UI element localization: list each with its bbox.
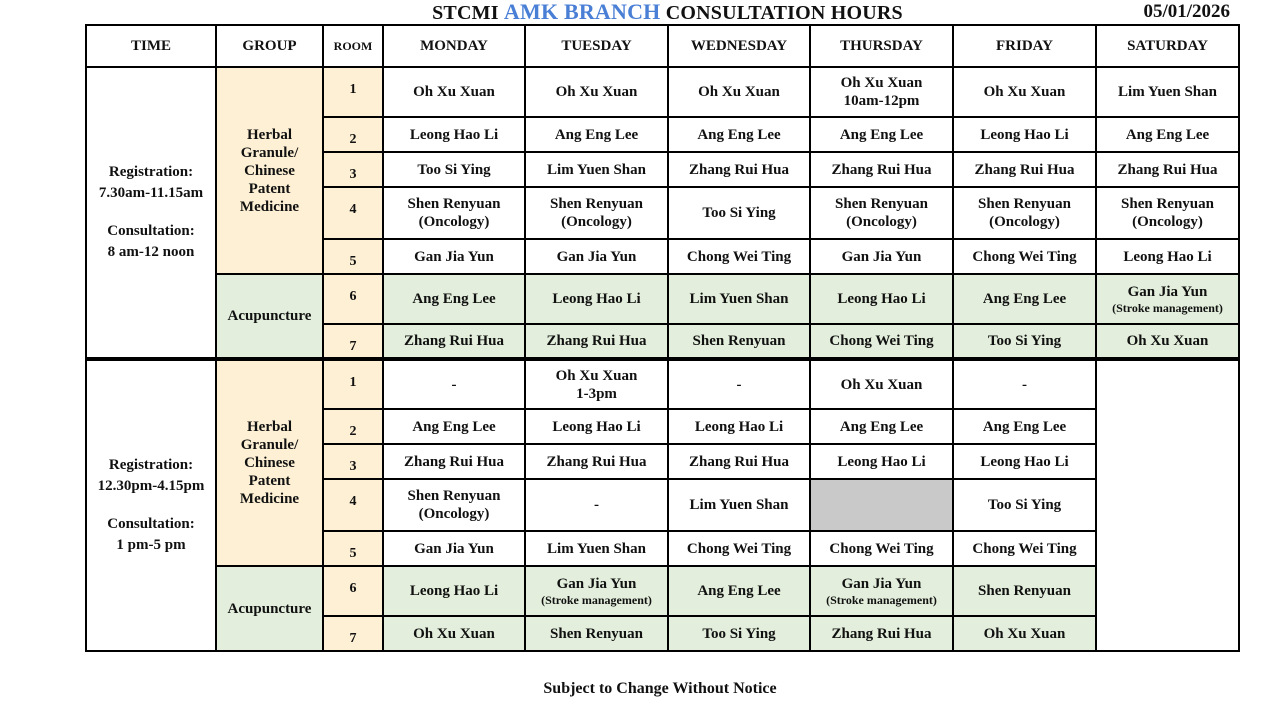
schedule-cell [1096,117,1239,152]
col-header-saturday: SATURDAY [1096,25,1239,67]
session-time-cell [86,359,216,651]
col-header-room: ROOM [323,25,383,67]
doctor-name: Gan Jia Yun [414,540,494,557]
schedule-cell [525,566,668,616]
doctor-name: Leong Hao Li [552,291,641,307]
schedule-cell [525,67,668,117]
doctor-name: - [594,497,599,513]
doctor-name: Oh Xu Xuan [840,376,923,393]
doctor-name: Gan Jia Yun [556,248,637,265]
doctor-name: Ang Eng Lee [554,126,639,143]
cell-note: (Stroke management) [1112,301,1223,315]
schedule-cell [1096,324,1239,359]
room-number: 6 [323,274,383,324]
doctor-name: Shen Renyuan [835,196,928,212]
schedule-cell [525,117,668,152]
title-suffix: CONSULTATION HOURS [665,2,903,24]
schedule-cell [953,324,1096,359]
schedule-cell [383,239,525,274]
schedule-cell [525,444,668,479]
doctor-name: Leong Hao Li [552,418,641,435]
room-number: 4 [323,479,383,531]
schedule-cell [668,479,810,531]
group-acupuncture-label: Acupuncture [227,308,312,324]
group-herbal-line: Chinese [244,162,295,179]
doctor-name: Leong Hao Li [409,583,499,599]
registration-time: 12.30pm-4.15pm [97,478,205,494]
schedule-cell [668,152,810,187]
schedule-cell [810,239,953,274]
schedule-cell [383,67,525,117]
header-row [86,25,1239,67]
doctor-name: Oh Xu Xuan [555,84,638,100]
schedule-cell [810,444,953,479]
doctor-name: Chong Wei Ting [972,248,1077,265]
doctor-name: Too Si Ying [417,161,491,178]
schedule-cell [668,359,810,409]
registration-time: 7.30am-11.15am [98,185,204,201]
doctor-name: Chong Wei Ting [829,540,934,557]
doctor-name: Ang Eng Lee [839,418,924,435]
group-herbal-line: Herbal [247,126,292,143]
group-herbal-line: Patent [248,473,291,489]
cell-note: (Stroke management) [826,593,937,607]
schedule-cell [953,409,1096,444]
schedule-cell [668,566,810,616]
schedule-cell [525,479,668,531]
title-accent: AMK BRANCH [503,0,661,24]
doctor-name: Gan Jia Yun [1127,284,1208,300]
cell-subtext: (Oncology) [846,214,917,230]
schedule-cell [383,409,525,444]
room-number: 1 [323,359,383,409]
table-row [86,359,1239,409]
schedule-cell [1096,187,1239,239]
schedule-cell [810,616,953,651]
schedule-date: 05/01/2026 [1143,1,1230,22]
consultation-time: 1 pm-5 pm [116,537,186,553]
doctor-name: Shen Renyuan [978,583,1071,599]
page-title [300,0,1035,25]
schedule-cell [810,274,953,324]
doctor-name: Ang Eng Lee [412,418,496,435]
group-acupuncture [216,566,323,651]
col-header-time: TIME [86,25,216,67]
group-herbal-line: Herbal [247,419,292,435]
doctor-name: Zhang Rui Hua [546,453,647,470]
schedule-cell [668,616,810,651]
schedule-cell [953,566,1096,616]
table-row [86,274,1239,324]
doctor-name: Zhang Rui Hua [974,161,1075,178]
schedule-cell [383,531,525,566]
cell-subtext: (Oncology) [561,214,632,230]
schedule-cell [810,566,953,616]
schedule-cell [525,409,668,444]
doctor-name: Zhang Rui Hua [688,161,790,178]
schedule-cell [1096,152,1239,187]
doctor-name: Oh Xu Xuan [1126,333,1209,349]
doctor-name: Oh Xu Xuan [983,625,1066,642]
room-number: 1 [323,67,383,117]
spacer [89,204,213,221]
table-row [86,67,1239,117]
room-number: 5 [323,239,383,274]
doctor-name: Lim Yuen Shan [547,161,646,178]
cell-subtext: (Oncology) [1132,214,1203,230]
schedule-cell [668,324,810,359]
doctor-name: Ang Eng Lee [697,126,781,143]
doctor-name: Ang Eng Lee [697,583,781,599]
schedule-cell [383,444,525,479]
consultation-time: 8 am-12 noon [107,244,195,260]
doctor-name: Shen Renyuan [692,333,786,349]
schedule-cell [383,566,525,616]
doctor-name: Chong Wei Ting [686,248,792,265]
room-number: 5 [323,531,383,566]
consultation-label: Consultation: [107,516,195,532]
doctor-name: Oh Xu Xuan [555,367,638,384]
doctor-name: Zhang Rui Hua [403,453,505,470]
group-herbal-line: Medicine [239,491,300,507]
registration-label: Registration: [108,164,194,180]
schedule-cell [383,152,525,187]
doctor-name: Zhang Rui Hua [1117,161,1218,178]
doctor-name: Leong Hao Li [837,453,926,470]
schedule-cell [810,67,953,117]
doctor-name: Leong Hao Li [837,291,926,307]
col-header-friday: FRIDAY [953,25,1096,67]
schedule-cell [668,239,810,274]
doctor-name: Zhang Rui Hua [546,333,647,349]
room-number: 7 [323,324,383,359]
schedule-cell [1096,67,1239,117]
doctor-name: Ang Eng Lee [412,291,496,307]
schedule-cell [810,359,953,409]
schedule-cell [953,152,1096,187]
schedule-cell [668,67,810,117]
schedule-cell [953,187,1096,239]
schedule-cell [383,616,525,651]
cell-subtext: (Oncology) [418,506,490,522]
cell-note: (Stroke management) [541,593,652,607]
cell-subtext: (Oncology) [989,214,1060,230]
doctor-name: Shen Renyuan [407,196,501,212]
doctor-name: Ang Eng Lee [982,291,1067,307]
room-number: 2 [323,117,383,152]
saturday-afternoon-empty [1096,359,1239,651]
schedule-cell [525,324,668,359]
schedule-cell [1096,239,1239,274]
group-herbal-line: Chinese [244,455,295,471]
doctor-name: Gan Jia Yun [414,248,494,265]
schedule-cell [1096,274,1239,324]
doctor-name: Ang Eng Lee [839,126,924,143]
schedule-cell [525,616,668,651]
schedule-cell [953,531,1096,566]
schedule-cell [810,409,953,444]
session-time-cell [86,67,216,359]
cell-subtext: 10am-12pm [843,93,920,109]
registration-label: Registration: [108,457,194,473]
doctor-name: Chong Wei Ting [972,540,1077,557]
doctor-name: Zhang Rui Hua [831,161,932,178]
col-header-wednesday: WEDNESDAY [668,25,810,67]
schedule-cell [525,274,668,324]
doctor-name: Too Si Ying [702,625,776,642]
cell-subtext: 1-3pm [576,385,617,402]
doctor-name: Zhang Rui Hua [688,453,790,470]
schedule-cell [525,531,668,566]
schedule-cell [953,479,1096,531]
doctor-name: Leong Hao Li [409,126,499,143]
table-row [86,566,1239,616]
room-number: 4 [323,187,383,239]
schedule-cell [953,616,1096,651]
room-number: 7 [323,616,383,651]
schedule-cell [525,359,668,409]
doctor-name: Oh Xu Xuan [413,625,495,642]
doctor-name: Ang Eng Lee [982,418,1067,435]
schedule-cell [383,187,525,239]
schedule-cell [668,531,810,566]
doctor-name: - [736,376,742,393]
schedule-cell [953,444,1096,479]
room-number: 2 [323,409,383,444]
col-header-tuesday: TUESDAY [525,25,668,67]
doctor-name: Chong Wei Ting [829,333,934,349]
schedule-cell [383,479,525,531]
doctor-name: Oh Xu Xuan [413,84,495,100]
doctor-name: Chong Wei Ting [686,540,792,557]
doctor-name: Too Si Ying [987,333,1062,349]
doctor-name: Too Si Ying [702,205,776,221]
schedule-cell [810,479,953,531]
doctor-name: Oh Xu Xuan [698,84,780,100]
room-number: 6 [323,566,383,616]
schedule-cell [668,409,810,444]
schedule-cell [953,117,1096,152]
doctor-name: Leong Hao Li [1123,248,1212,265]
schedule-cell [810,117,953,152]
consultation-label: Consultation: [107,223,195,239]
col-header-group: GROUP [216,25,323,67]
doctor-name: Shen Renyuan [1121,196,1214,212]
schedule-cell [668,274,810,324]
doctor-name: Zhang Rui Hua [831,625,932,642]
doctor-name: - [451,376,457,393]
group-herbal [216,67,323,274]
group-herbal-line: Medicine [239,198,300,215]
group-acupuncture-label: Acupuncture [227,600,312,617]
group-herbal-line: Patent [248,180,291,197]
footer-notice: Subject to Change Without Notice [543,680,777,697]
room-number: 3 [323,152,383,187]
doctor-name: Shen Renyuan [550,625,643,642]
spacer [89,497,213,514]
schedule-cell [668,117,810,152]
doctor-name: - [1022,376,1027,393]
schedule-cell [953,274,1096,324]
doctor-name: Leong Hao Li [694,418,784,435]
schedule-table [85,24,1240,652]
col-header-monday: MONDAY [383,25,525,67]
doctor-name: Gan Jia Yun [841,576,922,592]
cell-subtext: (Oncology) [418,214,490,230]
schedule-cell [525,152,668,187]
title-prefix: STCMI [432,2,499,24]
schedule-cell [810,152,953,187]
schedule-cell [953,359,1096,409]
doctor-name: Shen Renyuan [407,488,501,504]
room-number: 3 [323,444,383,479]
schedule-cell [810,187,953,239]
schedule-cell [668,187,810,239]
group-herbal-line: Granule/ [240,437,299,453]
doctor-name: Lim Yuen Shan [1118,84,1217,100]
doctor-name: Lim Yuen Shan [547,540,646,557]
schedule-cell [525,239,668,274]
schedule-cell [953,67,1096,117]
doctor-name: Too Si Ying [987,497,1062,513]
group-herbal [216,359,323,566]
doctor-name: Zhang Rui Hua [403,333,505,349]
doctor-name: Gan Jia Yun [556,576,637,592]
schedule-cell [383,117,525,152]
schedule-cell [383,324,525,359]
group-herbal-line: Granule/ [240,144,299,161]
doctor-name: Gan Jia Yun [841,248,922,265]
schedule-cell [953,239,1096,274]
schedule-cell [668,444,810,479]
schedule-cell [383,274,525,324]
doctor-name: Shen Renyuan [550,196,643,212]
schedule-cell [810,531,953,566]
doctor-name: Oh Xu Xuan [983,84,1066,100]
doctor-name: Shen Renyuan [978,196,1071,212]
group-acupuncture [216,274,323,359]
doctor-name: Leong Hao Li [980,453,1069,470]
doctor-name: Lim Yuen Shan [689,497,789,513]
col-header-thursday: THURSDAY [810,25,953,67]
doctor-name: Ang Eng Lee [1125,126,1210,143]
doctor-name: Leong Hao Li [980,126,1069,143]
schedule-cell [383,359,525,409]
schedule-cell [810,324,953,359]
doctor-name: Oh Xu Xuan [840,75,923,91]
schedule-cell [525,187,668,239]
doctor-name: Lim Yuen Shan [689,291,789,307]
